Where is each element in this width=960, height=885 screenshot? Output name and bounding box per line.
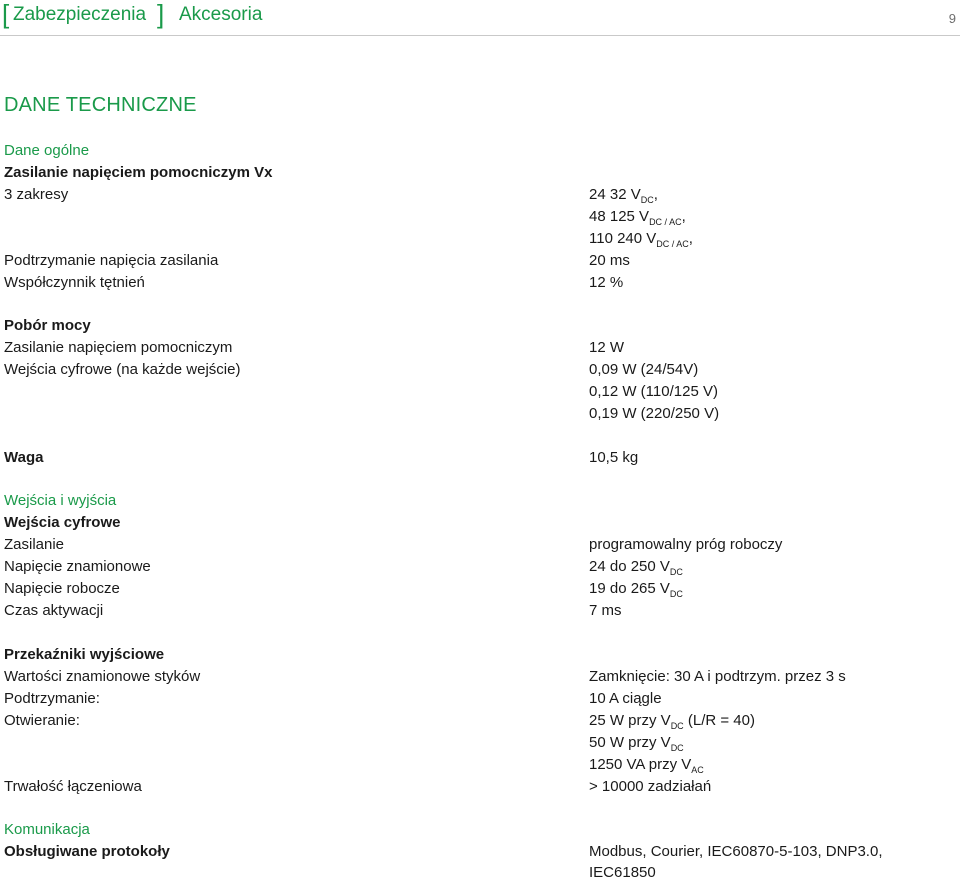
- spec-label-contact-rating: Wartości znamionowe styków: [4, 668, 201, 685]
- spec-row-rated-voltage: [0, 557, 960, 579]
- spec-label-rated-voltage: Napięcie znamionowe: [4, 558, 151, 575]
- spec-row-working-voltage: [0, 579, 960, 601]
- spec-label-hold: Podtrzymanie:: [4, 690, 100, 707]
- section-heading-general: Dane ogólne: [4, 142, 90, 159]
- spec-row-break-2: [0, 733, 960, 755]
- spec-row-power-inputs-2: [0, 382, 960, 404]
- spec-value-range-1: 24 32 $V_{DC}$,: [589, 186, 658, 205]
- spec-value-break-3: 1250 VA przy $V_{AC}$: [589, 756, 704, 775]
- spec-value-protocols-1: Modbus, Courier, IEC60870-5-103, DNP3.0,: [589, 843, 883, 860]
- spec-value-rated-voltage: 24 do 250 $V_{DC}$: [589, 558, 683, 577]
- spec-row-endurance: [0, 777, 960, 799]
- page-number: 9: [948, 11, 956, 26]
- header-divider: [0, 35, 960, 36]
- spec-row-holdup: [0, 251, 960, 273]
- page-header: [0, 0, 960, 36]
- spec-row-weight: [0, 448, 960, 470]
- spec-row-digital-heading: [0, 513, 960, 535]
- spec-label-endurance: Trwałość łączeniowa: [4, 778, 142, 795]
- spec-row-power-aux: [0, 338, 960, 360]
- spec-value-break-2: 50 W przy $V_{DC}$: [589, 734, 684, 753]
- header-bracket-right: ]: [157, 0, 165, 29]
- spec-value-contact-rating: Zamknięcie: 30 A i podtrzym. przez 3 s: [589, 668, 846, 685]
- spec-row-protocols-2: [0, 863, 960, 885]
- spec-value-power-inputs-3: 0,19 W (220/250 V): [589, 405, 720, 422]
- spec-row-range-3: [0, 229, 960, 251]
- subheading-output-relays: Przekaźniki wyjściowe: [4, 646, 165, 663]
- page-title: DANE TECHNICZNE: [4, 94, 197, 116]
- spec-row-ripple: [0, 273, 960, 295]
- header-section-title: Zabezpieczenia: [13, 4, 147, 25]
- section-io: [0, 491, 960, 513]
- spec-label-holdup: Podtrzymanie napięcia zasilania: [4, 252, 219, 269]
- spec-value-ripple: 12 %: [589, 274, 624, 291]
- spec-row-activation: [0, 601, 960, 623]
- spec-row-io-supply: [0, 535, 960, 557]
- section-heading-io: Wejścia i wyjścia: [4, 492, 117, 509]
- spec-label-power-aux: Zasilanie napięciem pomocniczym: [4, 339, 233, 356]
- spec-label-working-voltage: Napięcie robocze: [4, 580, 120, 597]
- header-subsection-title: Akcesoria: [179, 4, 263, 25]
- spec-row-break: [0, 711, 960, 733]
- spec-row-power-heading: [0, 316, 960, 338]
- spec-label-ranges: 3 zakresy: [4, 186, 69, 203]
- section-comms: [0, 820, 960, 842]
- spec-row-relays-heading: [0, 645, 960, 667]
- section-general: [0, 141, 960, 163]
- spec-row-contact-rating: [0, 667, 960, 689]
- spec-label-activation: Czas aktywacji: [4, 602, 104, 619]
- subheading-power: Pobór mocy: [4, 317, 91, 334]
- spec-row-supply-heading: [0, 163, 960, 185]
- spec-value-working-voltage: 19 do 265 $V_{DC}$: [589, 580, 683, 599]
- spec-value-holdup: 20 ms: [589, 252, 630, 269]
- spec-value-weight: 10,5 kg: [589, 449, 639, 466]
- spec-row-protocols: [0, 842, 960, 864]
- spec-label-weight: Waga: [4, 449, 44, 466]
- header-bracket-left: [: [2, 0, 10, 29]
- spec-value-power-aux: 12 W: [589, 339, 625, 356]
- section-heading-comms: Komunikacja: [4, 821, 90, 838]
- spec-row-break-3: [0, 755, 960, 777]
- spec-value-range-3: 110 240 $V_{DC / AC}$,: [589, 230, 693, 249]
- spec-value-endurance: > 10000 zadziałań: [589, 778, 712, 795]
- spec-row-hold: [0, 689, 960, 711]
- spec-label-ripple: Współczynnik tętnień: [4, 274, 145, 291]
- spec-row-range-2: [0, 207, 960, 229]
- spec-value-activation: 7 ms: [589, 602, 622, 619]
- spec-row-power-inputs: [0, 360, 960, 382]
- spec-row-power-inputs-3: [0, 404, 960, 426]
- spec-row-ranges: [0, 185, 960, 207]
- spec-value-power-inputs-2: 0,12 W (110/125 V): [589, 383, 718, 400]
- spec-value-break-1: 25 W przy $V_{DC}$ (L/R = 40): [589, 712, 755, 731]
- spec-label-protocols: Obsługiwane protokoły: [4, 843, 170, 860]
- spec-label-power-inputs: Wejścia cyfrowe (na każde wejście): [4, 361, 241, 378]
- spec-value-protocols-2: IEC61850: [589, 864, 656, 881]
- subheading-aux-supply: Zasilanie napięciem pomocniczym Vx: [4, 164, 273, 181]
- spec-value-hold: 10 A ciągle: [589, 690, 662, 707]
- subheading-digital-inputs: Wejścia cyfrowe: [4, 514, 121, 531]
- spec-value-power-inputs-1: 0,09 W (24/54V): [589, 361, 699, 378]
- spec-value-range-2: 48 125 $V_{DC / AC}$,: [589, 208, 686, 227]
- spec-label-io-supply: Zasilanie: [4, 536, 65, 553]
- spec-value-io-supply: programowalny próg roboczy: [589, 536, 783, 553]
- spec-label-break: Otwieranie:: [4, 712, 80, 729]
